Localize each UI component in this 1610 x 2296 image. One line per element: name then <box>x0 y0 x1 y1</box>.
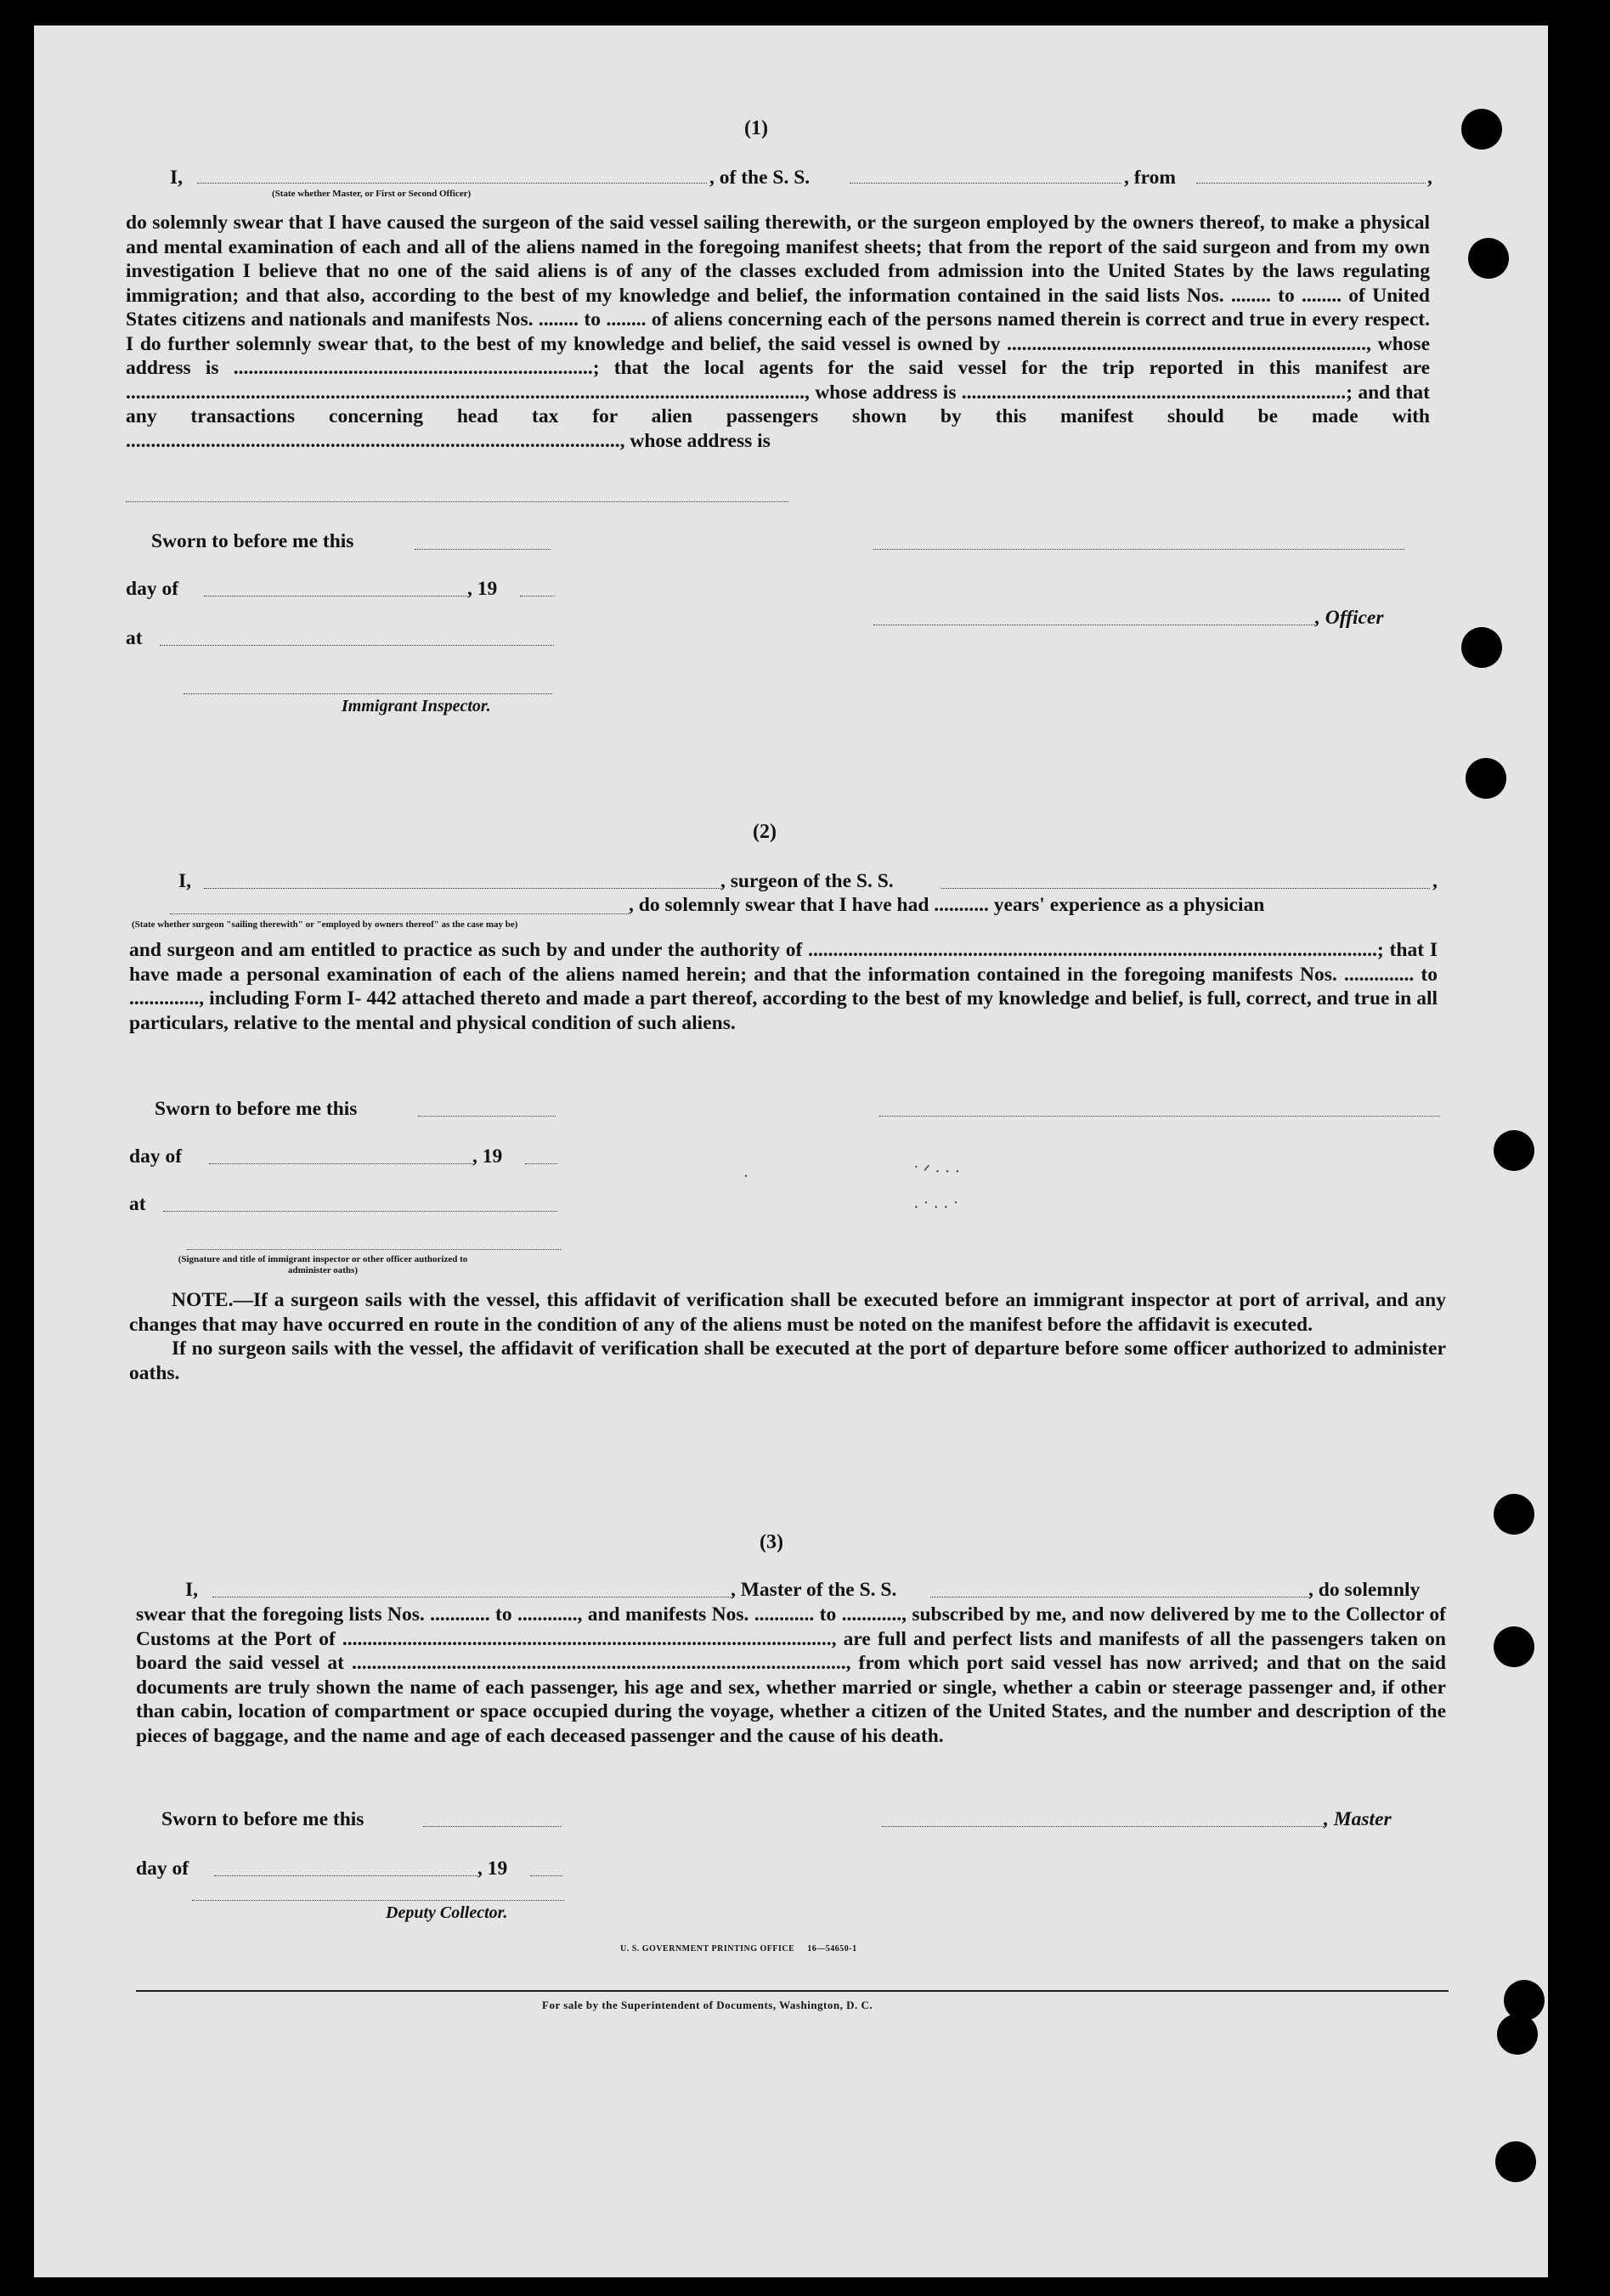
signature-caption: (Signature and title of immigrant inspector or other officer authorized to administer oaths) <box>178 1254 468 1275</box>
officer-signature-field[interactable] <box>873 549 1404 550</box>
punch-hole <box>1494 1130 1534 1171</box>
officer-caption: (State whether Master, or First or Second Officer) <box>272 189 472 199</box>
inspector-label: Immigrant Inspector. <box>342 697 491 715</box>
section-number: (2) <box>753 821 777 843</box>
address-continuation-field[interactable] <box>126 501 788 502</box>
note-2: If no surgeon sails with the vessel, the affidavit of verification shall be executed at the port of departure before some officer authorized to administer oaths. <box>129 1337 1446 1384</box>
section3-body: swear that the foregoing lists Nos. ............ to ............, and manifests Nos. ............ to ............, subscribed by me, and now delivered by me to the Collector of Customs at the Port of .................................................................................................., are full and perfect lists and manifests of all the passengers taken on board the said vessel at ..................................................................................................., from which port said vessel has now arrived; and that on the said documents are truly shown the name of each passenger, his age and sex, whether married or single, whether a cabin or steerage passenger and, if other than cabin, location of compartment or space occupied during the voyage, whether a citizen of the United States, and the number and description of the pieces of baggage, and the name and age of each deceased passenger and the cause of his death. <box>136 1603 1446 1747</box>
section-number: (1) <box>744 117 768 139</box>
collector-label: Deputy Collector. <box>386 1903 508 1922</box>
sworn-label-2: Sworn to before me this <box>155 1098 358 1120</box>
section1-paragraph: do solemnly swear that I have caused the surgeon of the said vessel sailing therewith, or the surgeon employed by the owners thereof, to make a physical and mental examination of each and all of the aliens named in the foregoing manifest sheets; that from the report of the said surgeon and from my own investigation I believe that no one of the said aliens is of any of the classes excluded from admission into the United States by the laws regulating immigration; and that also, according to the best of my knowledge and belief, the information contained in the said lists Nos. ........ to ........ of United States citizens and nationals and manifests Nos. ........ to ........ of aliens concerning each of the persons named therein is correct and true in every respect. I do further solemnly swear that, to the best of my knowledge and belief, the said vessel is owned by ........................................................................, whose address is ........................................................................; that the local agents for the said vessel for the trip reported in this manifest are ........................................................................................................................................, whose address is .............................................................................; and that any transactions concerning head tax for alien passengers shown by this manifest should be made with ..................................................................................................., whose address is <box>126 212 1430 452</box>
sworn-date-field-1[interactable] <box>415 549 551 550</box>
label-i-3: I, <box>185 1579 199 1601</box>
punch-hole <box>1461 109 1502 150</box>
day-of-field-2[interactable] <box>209 1163 472 1164</box>
label-i-2: I, <box>178 870 192 892</box>
year-field-3[interactable] <box>530 1875 562 1876</box>
at-label-1: at <box>126 627 143 649</box>
officer-label: , Officer <box>1315 607 1384 629</box>
punch-hole <box>1494 1494 1534 1535</box>
surgeon-ship-field[interactable] <box>941 888 1430 889</box>
section1-body <box>126 211 1430 453</box>
sworn-label-3: Sworn to before me this <box>161 1808 364 1830</box>
at-field-2[interactable] <box>163 1211 557 1212</box>
master-ship-field[interactable] <box>930 1597 1308 1598</box>
officer-name-field[interactable] <box>197 183 707 184</box>
year-field-1[interactable] <box>520 596 554 597</box>
printing-office-imprint: U. S. GOVERNMENT PRINTING OFFICE 16—54650-1 <box>620 1944 857 1954</box>
day-of-label-3: day of <box>136 1858 189 1880</box>
year-label-2: , 19 <box>472 1145 503 1168</box>
of-ss-label: , of the S. S. <box>709 167 811 189</box>
master-name-field[interactable] <box>212 1597 731 1598</box>
surgeon-caption: (State whether surgeon "sailing therewith" or "employed by owners thereof" as the case may be) <box>132 919 518 930</box>
ink-speck: · ˙ · · ˙ <box>913 1198 959 1217</box>
inspector-signature-field[interactable] <box>184 693 552 694</box>
surgeon-status-field[interactable] <box>170 913 629 914</box>
surgeon-name-field[interactable] <box>204 888 720 889</box>
form-sheet <box>34 25 1548 2277</box>
punch-hole <box>1494 1626 1534 1667</box>
day-of-field-1[interactable] <box>204 596 467 597</box>
label-i: I, <box>170 167 184 189</box>
year-field-2[interactable] <box>525 1163 557 1164</box>
punch-hole <box>1468 238 1509 279</box>
punch-hole <box>1461 627 1502 668</box>
year-label-1: , 19 <box>467 578 498 600</box>
sworn-label-1: Sworn to before me this <box>151 530 354 552</box>
punch-hole <box>1495 2141 1536 2182</box>
collector-signature-field[interactable] <box>192 1900 564 1901</box>
day-of-field-3[interactable] <box>214 1875 477 1876</box>
year-label-3: , 19 <box>477 1858 508 1880</box>
surgeon-of-ss-label: , surgeon of the S. S. <box>720 870 894 892</box>
sworn-date-field-2[interactable] <box>418 1116 556 1117</box>
note-1: NOTE.—If a surgeon sails with the vessel, this affidavit of verification shall be executed before an immigrant inspector at port of arrival, and any changes that may have occurred en route in the condition of any of the aliens must be noted on the manifest before the affidavit is executed. <box>129 1289 1446 1336</box>
at-label-2: at <box>129 1193 146 1215</box>
at-field-1[interactable] <box>160 645 554 646</box>
from-port-field[interactable] <box>1196 183 1426 184</box>
master-signature-field[interactable] <box>882 1826 1324 1827</box>
footer-rule <box>136 1990 1449 1992</box>
sworn-date-field-3[interactable] <box>423 1826 561 1827</box>
for-sale-line: For sale by the Superintendent of Documents, Washington, D. C. <box>542 1999 873 2011</box>
ink-speck: ᐧ <box>743 1168 749 1186</box>
inspector-title-field[interactable] <box>187 1249 561 1250</box>
section2-body: and surgeon and am entitled to practice as such by and under the authority of ..................................................................................................................; that I have made a personal examination of each of the aliens named herein; and that the information contained in the foregoing manifests Nos. .............. to .............., including Form I- 442 attached thereto and made a part thereof, according to the best of my knowledge and belief, is full, correct, and true in all particulars, relative to the mental and physical condition of such aliens. <box>129 939 1438 1034</box>
ink-speck: ˙ ᐟ · · · <box>913 1162 961 1181</box>
officer-line <box>170 167 183 189</box>
punch-hole <box>1466 758 1506 799</box>
day-of-label-2: day of <box>129 1145 183 1168</box>
inspector-signature-field-2[interactable] <box>879 1116 1440 1117</box>
master-of-ss-label: , Master of the S. S. <box>731 1579 897 1601</box>
ship-name-field[interactable] <box>850 183 1121 184</box>
do-solemnly-label: , do solemnly <box>1308 1579 1421 1601</box>
comma: , <box>1432 870 1438 892</box>
day-of-label-1: day of <box>126 578 179 600</box>
from-label: , from <box>1124 167 1176 189</box>
section-number: (3) <box>760 1531 783 1553</box>
surgeon-oath-line: , do solemnly swear that I have had ........... years' experience as a physician <box>629 894 1265 916</box>
comma: , <box>1427 167 1432 189</box>
punch-hole <box>1497 2014 1538 2055</box>
master-label: , Master <box>1324 1808 1392 1830</box>
note-paragraph <box>129 1288 1446 1385</box>
